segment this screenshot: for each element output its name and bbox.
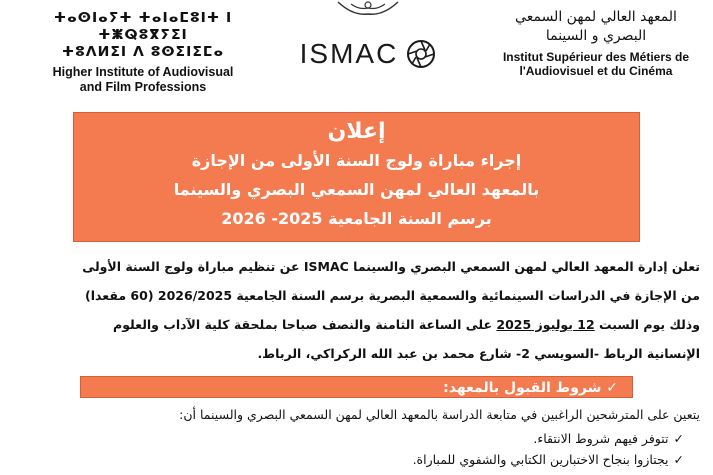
condition-text: يجتازوا بنجاح الاختبارين الكتابي والشفوي للمباراة. (412, 452, 669, 467)
check-icon: ✓ (673, 452, 684, 467)
arabic-name-line-1: المعهد العالي لمهن السمعي (515, 9, 677, 25)
ismac-logo-text: ISMAC (299, 38, 399, 69)
english-name-line-2: and Film Professions (79, 80, 207, 94)
body-line-3-end: على الساعة الثامنة والنصف صباحا بملحقة كلية الآداب والعلوم (113, 317, 497, 332)
body-line-1: تعلن إدارة المعهد العالي لمهن السمعي البصري والسينما ISMAC عن تنظيم مباراة ولوج السنة الأولى (82, 259, 700, 274)
body-line-4: الإنسانية الرباط -السويسي 2- شارع محمد بن عبد الله الركراكي، الرباط. (257, 346, 700, 361)
english-name-line-1: Higher Institute of Audiovisual (52, 65, 234, 79)
announcement-line-2: بالمعهد العالي لمهن السمعي البصري والسينما (173, 180, 540, 199)
conditions-list (60, 428, 700, 470)
list-item (60, 449, 700, 470)
conditions-intro: يتعين على المترشحين الراغبين في متابعة الدراسة بالمعهد العالي لمهن السمعي البصري والسينما أن: (179, 407, 700, 422)
ismac-logo (278, 38, 458, 70)
list-item (60, 428, 700, 449)
exam-date: 12 يوليوز 2025 (496, 317, 595, 332)
french-name-line-1: Institut Supérieur des Métiers de (502, 50, 690, 64)
announcement-body (60, 252, 700, 368)
check-icon: ✓ (673, 431, 684, 446)
announcement-line-1: إجراء مباراة ولوج السنة الأولى من الإجازة (191, 151, 522, 170)
announcement-line-3: برسم السنة الجامعية 2025- 2026 (221, 209, 492, 228)
arabic-name-line-2: البصري و السينما (545, 28, 647, 44)
royal-emblem-icon (333, 0, 403, 18)
tifinagh-line-1: ⵜⴰⵙⵏⴰⵢⵜ ⵜⴰⵏⴰⵎⵓⵏⵜ ⵏ ⵜⵥⵕⵓⴳⵢⵉⵏ (53, 10, 233, 43)
announcement-title: إعلان (327, 119, 386, 144)
header-center-block (278, 0, 458, 70)
body-line-3 (60, 310, 700, 339)
condition-text: تتوفر فيهم شروط الانتقاء. (533, 431, 669, 446)
body-line-2: من الإجازة في الدراسات السينمائية والسمعية البصرية برسم السنة الجامعية 2026/2025 (60 مقعدا) (85, 288, 700, 303)
admission-conditions-heading: ✓ شروط القبول بالمعهد: (80, 376, 633, 398)
header-right-block (491, 8, 701, 78)
tifinagh-line-2: ⵜⵓⴷⵍⵉⵏ ⴷ ⵓⵙⵉⵏⵉⵎⴰ (61, 44, 225, 60)
header-left-block (18, 10, 268, 95)
announcement-banner (73, 112, 640, 242)
french-name-line-2: l'Audiovisuel et du Cinéma (519, 64, 673, 78)
body-line-3-start: وذلك يوم السبت (594, 317, 700, 332)
aperture-icon (406, 39, 436, 69)
